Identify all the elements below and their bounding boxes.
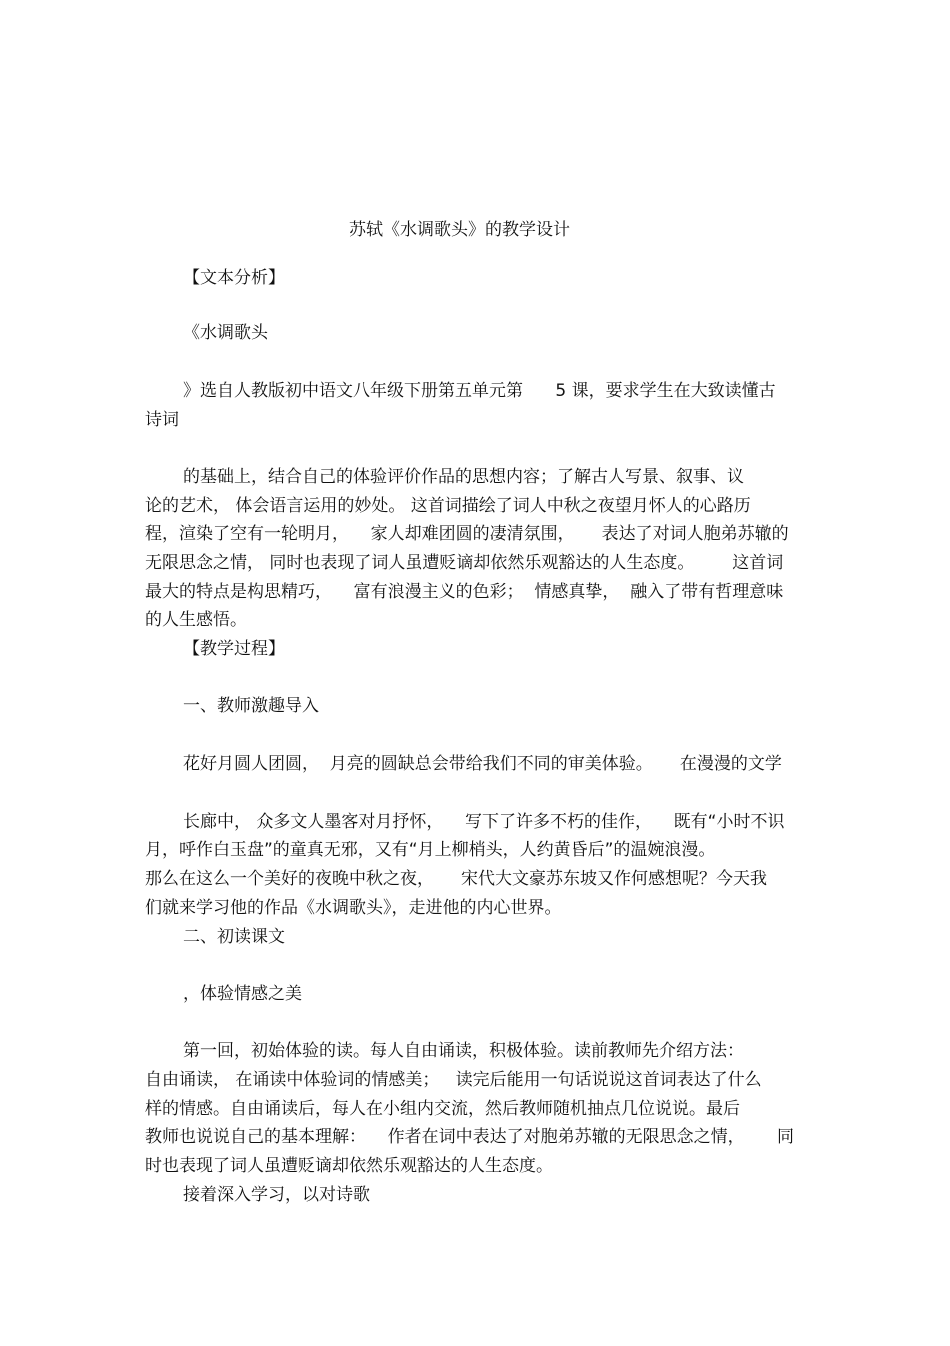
step1-line: 月，呼作白玉盘”的童真无邪，又有“月上柳梢头，人约黄昏后”的温婉浪漫。 bbox=[145, 840, 716, 860]
analysis-line: 的人生感悟。 bbox=[145, 610, 247, 630]
step2-line: 自由诵读， 在诵读中体验词的情感美； 读完后能用一句话说说这首词表达了什么 bbox=[145, 1070, 762, 1090]
step1-line-1: 花好月圆人团圆， 月亮的圆缺总会带给我们不同的审美体验。 在漫漫的文学 bbox=[183, 754, 782, 774]
step1-heading: 一、教师激趣导入 bbox=[183, 696, 319, 716]
analysis-line: 的基础上，结合自己的体验评价作品的思想内容；了解古人写景、叙事、议 bbox=[183, 467, 744, 487]
intro-line-1: 》选自人教版初中语文八年级下册第五单元第 5 课，要求学生在大致读懂古 bbox=[183, 381, 776, 401]
step1-line: 们就来学习他的作品《水调歌头》，走进他的内心世界。 bbox=[145, 898, 562, 918]
step1-line: 长廊中， 众多文人墨客对月抒怀， 写下了许多不朽的佳作， 既有“小时不识 bbox=[183, 812, 785, 832]
analysis-line: 程，渲染了空有一轮明月， 家人却难团圆的凄清氛围， 表达了对词人胞弟苏辙的 bbox=[145, 524, 789, 544]
step1-line: 那么在这么一个美好的夜晚中秋之夜， 宋代大文豪苏东坡又作何感想呢？今天我 bbox=[145, 869, 768, 889]
step2-subheading: ，体验情感之美 bbox=[183, 984, 302, 1004]
step2-line: 时也表现了词人虽遭贬谪却依然乐观豁达的人生态度。 bbox=[145, 1156, 553, 1176]
text-analysis-heading: 【文本分析】 bbox=[183, 268, 285, 288]
step2-line: 第一回，初始体验的读。每人自由诵读，积极体验。读前教师先介绍方法： bbox=[183, 1041, 744, 1061]
analysis-line: 无限思念之情， 同时也表现了词人虽遭贬谪却依然乐观豁达的人生态度。 这首词 bbox=[145, 553, 784, 573]
process-heading: 【教学过程】 bbox=[183, 639, 285, 659]
step2-last-line: 接着深入学习，以对诗歌 bbox=[183, 1185, 370, 1205]
intro-quote: 《水调歌头 bbox=[183, 323, 268, 343]
document-title: 苏轼《水调歌头》的教学设计 bbox=[349, 220, 570, 240]
step2-line: 样的情感。自由诵读后，每人在小组内交流，然后教师随机抽点几位说说。最后 bbox=[145, 1099, 740, 1119]
intro-line-2: 诗词 bbox=[145, 410, 179, 430]
step2-heading: 二、初读课文 bbox=[183, 927, 285, 947]
analysis-line: 最大的特点是构思精巧， 富有浪漫主义的色彩； 情感真挚， 融入了带有哲理意味 bbox=[145, 582, 784, 602]
analysis-line: 论的艺术， 体会语言运用的妙处。 这首词描绘了词人中秋之夜望月怀人的心路历 bbox=[145, 496, 751, 516]
step2-line: 教师也说说自己的基本理解： 作者在词中表达了对胞弟苏辙的无限思念之情， 同 bbox=[145, 1127, 795, 1147]
